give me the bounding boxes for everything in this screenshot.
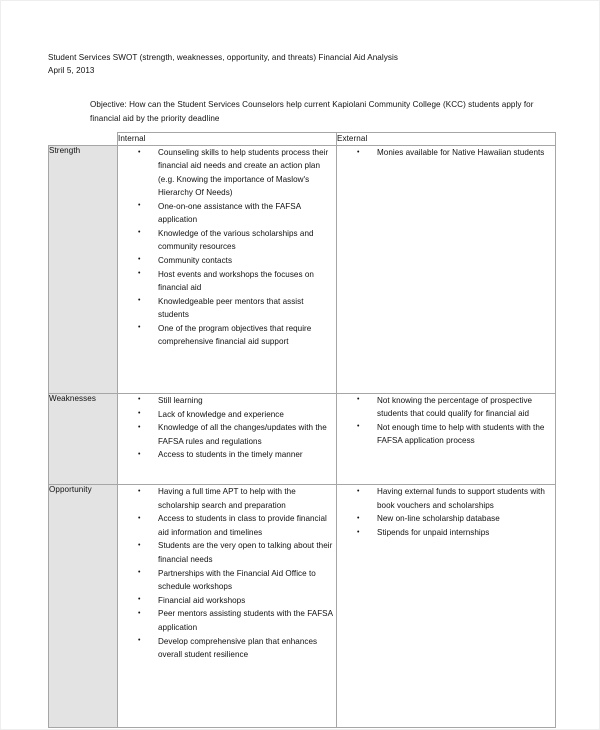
list-item: • Monies available for Native Hawaiian students <box>337 146 555 159</box>
bullet-list-strength-internal <box>118 146 336 348</box>
table-header-row <box>49 133 556 146</box>
cell-opportunity-internal <box>118 485 337 728</box>
list-item: • Having a full time APT to help with the scholarship search and preparation <box>118 485 336 512</box>
bullet-list-opportunity-internal <box>118 485 336 661</box>
cell-strength-external <box>337 146 556 394</box>
list-item: • New on-line scholarship database <box>337 512 555 525</box>
document-title: Student Services SWOT (strength, weaknesses, opportunity, and threats) Financial Aid Analysis <box>48 53 399 62</box>
list-item: • Students are the very open to talking about their financial needs <box>118 539 336 566</box>
cell-spacer <box>337 540 555 727</box>
swot-matrix-table <box>48 132 556 728</box>
table-row <box>49 146 556 394</box>
list-item: • One-on-one assistance with the FAFSA application <box>118 200 336 227</box>
cell-opportunity-external <box>337 485 556 728</box>
list-item: • Knowledge of the various scholarships and community resources <box>118 227 336 254</box>
cell-spacer <box>118 462 336 484</box>
cell-strength-internal <box>118 146 337 394</box>
list-item: • Financial aid workshops <box>118 594 336 607</box>
cell-spacer <box>337 160 555 393</box>
list-item: • Community contacts <box>118 254 336 267</box>
list-item: • Counseling skills to help students process their financial aid needs and create an action plan (e.g. Knowing the importance of Maslow's Hierarchy Of Needs) <box>118 146 336 199</box>
table-row <box>49 485 556 728</box>
table-row <box>49 393 556 484</box>
row-label-opportunity: Opportunity <box>49 485 118 728</box>
list-item: • Access to students in the timely manner <box>118 448 336 461</box>
row-label-strength: Strength <box>49 146 118 394</box>
header-internal: Internal <box>118 133 337 146</box>
list-item: • Peer mentors assisting students with the FAFSA application <box>118 607 336 634</box>
list-item: • Host events and workshops the focuses on financial aid <box>118 268 336 295</box>
header-corner-cell <box>49 133 118 146</box>
list-item: • Not knowing the percentage of prospective students that could qualify for financial aid <box>337 394 555 421</box>
list-item: • Partnerships with the Financial Aid Office to schedule workshops <box>118 567 336 594</box>
list-item: • Develop comprehensive plan that enhances overall student resilience <box>118 635 336 662</box>
bullet-list-weaknesses-internal <box>118 394 336 462</box>
bullet-list-strength-external <box>337 146 555 159</box>
list-item: • Stipends for unpaid internships <box>337 526 555 539</box>
list-item: • Lack of knowledge and experience <box>118 408 336 421</box>
row-label-weaknesses: Weaknesses <box>49 393 118 484</box>
list-item: • Still learning <box>118 394 336 407</box>
list-item: • Not enough time to help with students with the FAFSA application process <box>337 421 555 448</box>
list-item: • One of the program objectives that require comprehensive financial aid support <box>118 322 336 349</box>
list-item: • Knowledge of all the changes/updates with the FAFSA rules and regulations <box>118 421 336 448</box>
list-item: • Knowledgeable peer mentors that assist students <box>118 295 336 322</box>
document-header-block <box>48 51 556 126</box>
document-objective: Objective: How can the Student Services Counselors help current Kapiolani Community College (KCC) students apply for financial aid by the priority deadline <box>90 100 534 123</box>
bullet-list-opportunity-external <box>337 485 555 539</box>
header-external: External <box>337 133 556 146</box>
list-item: • Access to students in class to provide financial aid information and timelines <box>118 512 336 539</box>
cell-weaknesses-internal <box>118 393 337 484</box>
document-date: April 5, 2013 <box>48 66 95 76</box>
bullet-list-weaknesses-external <box>337 394 555 448</box>
cell-weaknesses-external <box>337 393 556 484</box>
list-item: • Having external funds to support students with book vouchers and scholarships <box>337 485 555 512</box>
